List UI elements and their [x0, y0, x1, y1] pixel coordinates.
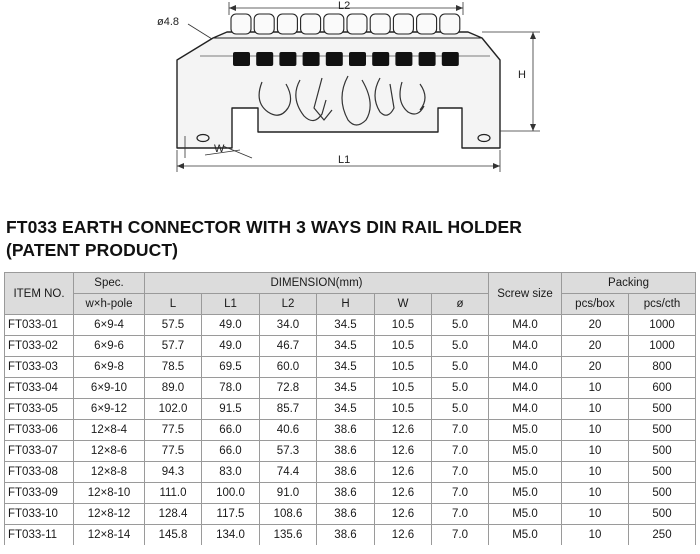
- cell-spec: 12×8-4: [74, 420, 145, 441]
- cell-h: 34.5: [317, 315, 375, 336]
- cell-l: 128.4: [145, 504, 202, 525]
- terminal-hole: [279, 52, 296, 66]
- cell-h: 34.5: [317, 399, 375, 420]
- header-spec: Spec.: [74, 273, 145, 294]
- cell-pcs-box: 10: [562, 378, 629, 399]
- cell-pcs-box: 20: [562, 315, 629, 336]
- screw-head: [231, 14, 251, 34]
- cell-diameter: 7.0: [432, 462, 489, 483]
- cell-l2: 60.0: [260, 357, 317, 378]
- cell-l1: 66.0: [202, 420, 260, 441]
- header-dim-diameter: ø: [432, 294, 489, 315]
- screw-head: [417, 14, 437, 34]
- screw-head: [440, 14, 460, 34]
- terminal-hole: [372, 52, 389, 66]
- cell-spec: 6×9-4: [74, 315, 145, 336]
- cell-pcs-cth: 500: [629, 483, 696, 504]
- cell-l: 78.5: [145, 357, 202, 378]
- cell-pcs-box: 20: [562, 357, 629, 378]
- cell-item-no: FT033-09: [5, 483, 74, 504]
- cell-pcs-box: 10: [562, 420, 629, 441]
- cell-w: 12.6: [375, 483, 432, 504]
- cell-screw-size: M5.0: [489, 504, 562, 525]
- table-body: [5, 315, 696, 546]
- header-spec-sub: w×h-pole: [74, 294, 145, 315]
- cell-w: 12.6: [375, 525, 432, 546]
- header-dim-w: W: [375, 294, 432, 315]
- terminal-hole: [233, 52, 250, 66]
- cell-l: 77.5: [145, 420, 202, 441]
- cell-l2: 34.0: [260, 315, 317, 336]
- cell-pcs-box: 20: [562, 336, 629, 357]
- cell-h: 38.6: [317, 525, 375, 546]
- cell-l1: 49.0: [202, 315, 260, 336]
- terminal-hole: [442, 52, 459, 66]
- table-header: [5, 273, 696, 315]
- product-title-line-1: FT033 EARTH CONNECTOR WITH 3 WAYS DIN RAIL HOLDER: [6, 217, 523, 237]
- cell-l: 57.7: [145, 336, 202, 357]
- cell-diameter: 7.0: [432, 525, 489, 546]
- cell-screw-size: M4.0: [489, 399, 562, 420]
- cell-pcs-cth: 500: [629, 420, 696, 441]
- cell-l2: 72.8: [260, 378, 317, 399]
- cell-pcs-box: 10: [562, 441, 629, 462]
- header-pcs-box: pcs/box: [562, 294, 629, 315]
- terminal-hole: [419, 52, 436, 66]
- cell-h: 34.5: [317, 378, 375, 399]
- cell-l1: 83.0: [202, 462, 260, 483]
- terminal-hole: [349, 52, 366, 66]
- cell-l2: 57.3: [260, 441, 317, 462]
- cell-w: 12.6: [375, 441, 432, 462]
- cell-item-no: FT033-02: [5, 336, 74, 357]
- cell-pcs-box: 10: [562, 525, 629, 546]
- cell-item-no: FT033-06: [5, 420, 74, 441]
- diameter-label: ø4.8: [157, 16, 180, 28]
- cell-screw-size: M5.0: [489, 441, 562, 462]
- cell-l: 102.0: [145, 399, 202, 420]
- table-row: [5, 399, 696, 420]
- cell-spec: 12×8-8: [74, 462, 145, 483]
- cell-h: 38.6: [317, 441, 375, 462]
- cell-pcs-box: 10: [562, 483, 629, 504]
- specification-table: [4, 272, 696, 545]
- cell-l1: 66.0: [202, 441, 260, 462]
- cell-pcs-box: 10: [562, 399, 629, 420]
- cell-h: 38.6: [317, 483, 375, 504]
- table-row: [5, 336, 696, 357]
- cell-pcs-cth: 1000: [629, 315, 696, 336]
- cell-pcs-cth: 250: [629, 525, 696, 546]
- cell-screw-size: M4.0: [489, 378, 562, 399]
- screw-head: [370, 14, 390, 34]
- screw-head: [254, 14, 274, 34]
- cell-screw-size: M5.0: [489, 420, 562, 441]
- cell-l1: 91.5: [202, 399, 260, 420]
- cell-spec: 6×9-6: [74, 336, 145, 357]
- screw-head: [347, 14, 367, 34]
- cell-l1: 100.0: [202, 483, 260, 504]
- screw-head: [277, 14, 297, 34]
- cell-h: 38.6: [317, 504, 375, 525]
- header-pcs-cth: pcs/cth: [629, 294, 696, 315]
- table-row: [5, 504, 696, 525]
- cell-l: 94.3: [145, 462, 202, 483]
- cell-l2: 46.7: [260, 336, 317, 357]
- cell-pcs-cth: 800: [629, 357, 696, 378]
- cell-pcs-box: 10: [562, 462, 629, 483]
- cell-screw-size: M5.0: [489, 483, 562, 504]
- cell-l1: 134.0: [202, 525, 260, 546]
- header-dim-l: L: [145, 294, 202, 315]
- cell-l2: 108.6: [260, 504, 317, 525]
- cell-spec: 12×8-10: [74, 483, 145, 504]
- cell-diameter: 5.0: [432, 357, 489, 378]
- cell-l2: 85.7: [260, 399, 317, 420]
- cell-pcs-cth: 600: [629, 378, 696, 399]
- cell-screw-size: M5.0: [489, 462, 562, 483]
- header-dim-l2: L2: [260, 294, 317, 315]
- cell-diameter: 5.0: [432, 378, 489, 399]
- header-packing: Packing: [562, 273, 696, 294]
- cell-item-no: FT033-10: [5, 504, 74, 525]
- cell-item-no: FT033-05: [5, 399, 74, 420]
- cell-screw-size: M4.0: [489, 357, 562, 378]
- header-dim-h: H: [317, 294, 375, 315]
- cell-spec: 6×9-8: [74, 357, 145, 378]
- terminal-hole: [303, 52, 320, 66]
- cell-item-no: FT033-03: [5, 357, 74, 378]
- header-dimension: DIMENSION(mm): [145, 273, 489, 294]
- screw-head: [301, 14, 321, 34]
- cell-pcs-cth: 500: [629, 462, 696, 483]
- terminal-hole: [326, 52, 343, 66]
- cell-h: 34.5: [317, 336, 375, 357]
- cell-spec: 12×8-6: [74, 441, 145, 462]
- cell-l2: 74.4: [260, 462, 317, 483]
- cell-pcs-cth: 500: [629, 399, 696, 420]
- cell-h: 38.6: [317, 462, 375, 483]
- cell-diameter: 5.0: [432, 336, 489, 357]
- cell-l: 77.5: [145, 441, 202, 462]
- cell-l: 89.0: [145, 378, 202, 399]
- cell-diameter: 5.0: [432, 399, 489, 420]
- table-row: [5, 525, 696, 546]
- header-dim-l1: L1: [202, 294, 260, 315]
- cell-w: 10.5: [375, 315, 432, 336]
- cell-diameter: 7.0: [432, 441, 489, 462]
- header-item-no: ITEM NO.: [5, 273, 74, 315]
- cell-w: 10.5: [375, 399, 432, 420]
- cell-item-no: FT033-08: [5, 462, 74, 483]
- terminal-hole: [395, 52, 412, 66]
- cell-w: 10.5: [375, 378, 432, 399]
- cell-l2: 135.6: [260, 525, 317, 546]
- cell-item-no: FT033-07: [5, 441, 74, 462]
- cell-l1: 49.0: [202, 336, 260, 357]
- cell-spec: 12×8-14: [74, 525, 145, 546]
- product-title-line-2: (PATENT PRODUCT): [6, 240, 179, 260]
- cell-diameter: 7.0: [432, 420, 489, 441]
- l2-label: L2: [338, 0, 351, 12]
- cell-l1: 117.5: [202, 504, 260, 525]
- cell-spec: 12×8-12: [74, 504, 145, 525]
- w-label: W: [214, 143, 225, 155]
- cell-item-no: FT033-11: [5, 525, 74, 546]
- cell-l2: 91.0: [260, 483, 317, 504]
- screw-head: [393, 14, 413, 34]
- cell-diameter: 7.0: [432, 483, 489, 504]
- cell-diameter: 5.0: [432, 315, 489, 336]
- table-row: [5, 315, 696, 336]
- header-screw-size: Screw size: [489, 273, 562, 315]
- cell-w: 12.6: [375, 504, 432, 525]
- cell-l2: 40.6: [260, 420, 317, 441]
- cell-w: 12.6: [375, 420, 432, 441]
- l1-label: L1: [338, 154, 351, 166]
- cell-w: 10.5: [375, 336, 432, 357]
- product-title: [6, 216, 522, 262]
- earth-connector-technical-drawing: [0, 0, 700, 212]
- table-row: [5, 462, 696, 483]
- table-row: [5, 483, 696, 504]
- cell-item-no: FT033-04: [5, 378, 74, 399]
- cell-l: 111.0: [145, 483, 202, 504]
- cell-pcs-cth: 500: [629, 441, 696, 462]
- cell-pcs-box: 10: [562, 504, 629, 525]
- cell-pcs-cth: 1000: [629, 336, 696, 357]
- cell-l1: 69.5: [202, 357, 260, 378]
- cell-l: 145.8: [145, 525, 202, 546]
- cell-h: 34.5: [317, 357, 375, 378]
- cell-diameter: 7.0: [432, 504, 489, 525]
- cell-spec: 6×9-10: [74, 378, 145, 399]
- cell-spec: 6×9-12: [74, 399, 145, 420]
- cell-l1: 78.0: [202, 378, 260, 399]
- table-row: [5, 357, 696, 378]
- cell-l: 57.5: [145, 315, 202, 336]
- cell-w: 12.6: [375, 462, 432, 483]
- cell-h: 38.6: [317, 420, 375, 441]
- screw-head: [324, 14, 344, 34]
- screw-heads: [231, 14, 460, 34]
- connector-body: [177, 32, 500, 148]
- cell-screw-size: M5.0: [489, 525, 562, 546]
- cell-screw-size: M4.0: [489, 315, 562, 336]
- h-label: H: [518, 69, 526, 81]
- cell-w: 10.5: [375, 357, 432, 378]
- cell-item-no: FT033-01: [5, 315, 74, 336]
- terminal-hole: [256, 52, 273, 66]
- cell-screw-size: M4.0: [489, 336, 562, 357]
- table-row: [5, 378, 696, 399]
- table-row: [5, 441, 696, 462]
- cell-pcs-cth: 500: [629, 504, 696, 525]
- table-row: [5, 420, 696, 441]
